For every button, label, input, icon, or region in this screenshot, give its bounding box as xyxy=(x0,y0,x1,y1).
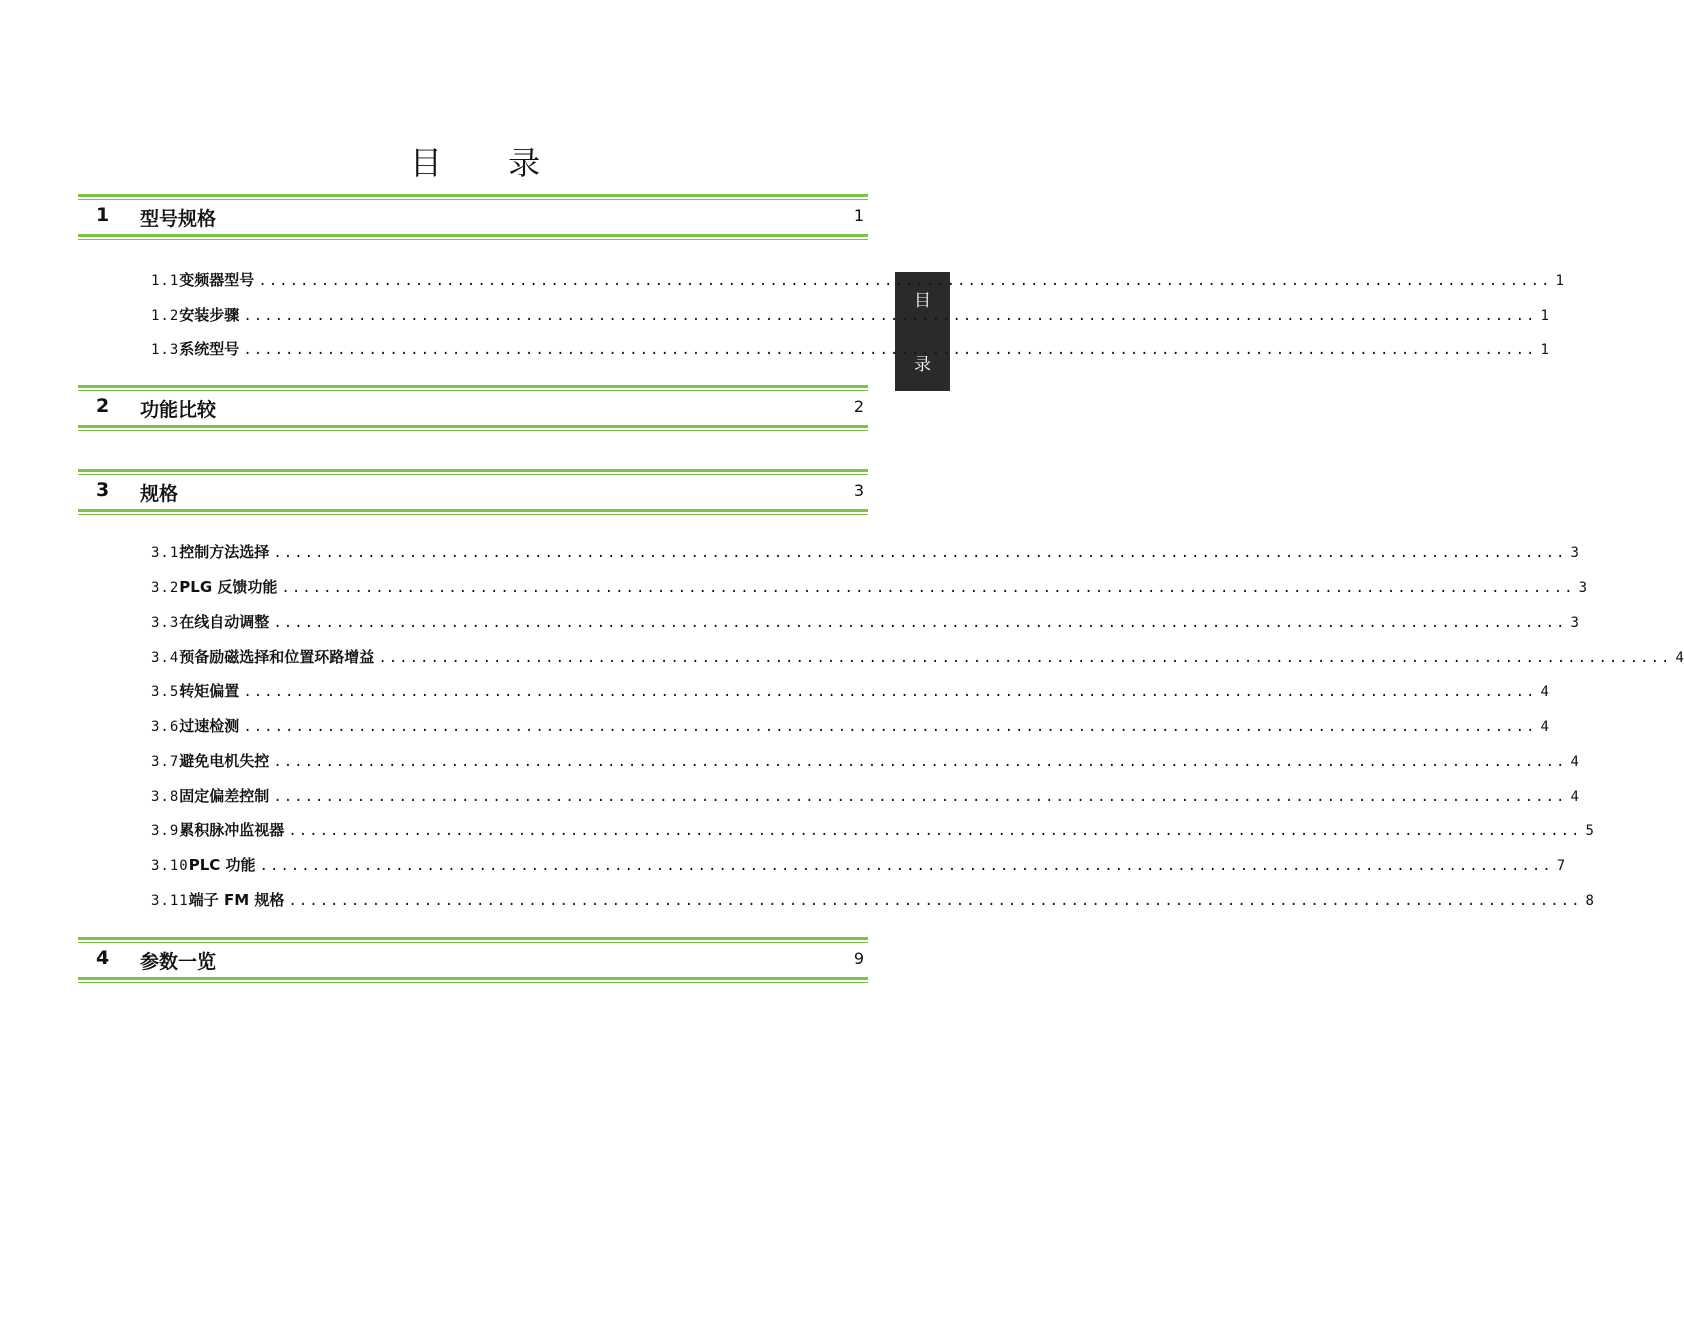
section-header[interactable] xyxy=(78,469,868,515)
toc-entry[interactable] xyxy=(151,576,1587,598)
entry-page: 3 xyxy=(1578,580,1587,596)
dot-leader: ............................................................................................................................ xyxy=(273,754,1567,770)
section-title: 功能比较 xyxy=(140,399,217,421)
entry-page: 7 xyxy=(1556,858,1566,874)
section-title: 型号规格 xyxy=(140,208,217,230)
entry-page: 4 xyxy=(1570,754,1579,770)
entry-number: 3.9 xyxy=(151,823,180,839)
section-title: 参数一览 xyxy=(140,951,217,973)
entry-title: 累积脉冲监视器 xyxy=(179,821,285,839)
entry-title: 变频器型号 xyxy=(179,271,255,289)
entry-number: 3.10 xyxy=(151,858,189,874)
section-number: 3 xyxy=(96,479,110,501)
dot-leader: ............................................................................................................................ xyxy=(258,273,1552,289)
entry-title: 预备励磁选择和位置环路增益 xyxy=(179,648,375,666)
entry-page: 8 xyxy=(1585,893,1594,909)
toc-section-2 xyxy=(78,385,868,431)
green-rule-top xyxy=(78,194,868,200)
entry-page: 4 xyxy=(1570,789,1579,805)
entry-page: 1 xyxy=(1540,308,1549,324)
toc-section-1 xyxy=(78,194,1564,358)
dot-leader: ............................................................................................................................ xyxy=(243,719,1537,735)
dot-leader: ............................................................................................................................ xyxy=(273,545,1567,561)
entry-title: PLG 反馈功能 xyxy=(179,578,278,596)
entry-number: 1.3 xyxy=(151,342,180,358)
toc-section-3 xyxy=(78,469,1684,909)
green-rule-top xyxy=(78,385,868,391)
section-page: 3 xyxy=(853,481,864,500)
chapter-side-tab[interactable] xyxy=(895,272,950,391)
dot-leader: ............................................................................................................................ xyxy=(378,650,1672,666)
side-tab-char-1: 目 xyxy=(914,291,931,311)
green-rule-top xyxy=(78,469,868,475)
toc-entry[interactable] xyxy=(151,889,1594,911)
entry-title: 转矩偏置 xyxy=(179,682,240,700)
dot-leader: ............................................................................................................................ xyxy=(281,580,1575,596)
toc-entry[interactable] xyxy=(151,646,1684,668)
toc-entry[interactable] xyxy=(151,680,1549,702)
green-rule-bottom xyxy=(78,234,868,240)
section-page: 2 xyxy=(853,397,864,416)
entry-title: 安装步骤 xyxy=(179,306,240,324)
entry-number: 3.1 xyxy=(151,545,180,561)
entry-page: 1 xyxy=(1555,273,1564,289)
entry-page: 4 xyxy=(1540,684,1549,700)
toc-entry[interactable] xyxy=(151,819,1594,841)
entry-number: 3.8 xyxy=(151,789,180,805)
entry-number: 3.5 xyxy=(151,684,180,700)
page-title: 目 录 xyxy=(409,144,569,182)
dot-leader: ............................................................................................................................ xyxy=(288,823,1582,839)
section-number: 2 xyxy=(96,395,110,417)
entry-page: 1 xyxy=(1540,342,1549,358)
toc-entry[interactable] xyxy=(151,338,1549,360)
entry-page: 5 xyxy=(1585,823,1594,839)
entry-title: 固定偏差控制 xyxy=(179,787,270,805)
section-header[interactable] xyxy=(78,937,868,983)
entry-title: 系统型号 xyxy=(179,340,240,358)
green-rule-bottom xyxy=(78,425,868,431)
entry-number: 1.1 xyxy=(151,273,180,289)
section-number: 4 xyxy=(96,947,110,969)
entry-title: 过速检测 xyxy=(179,717,240,735)
toc-entry[interactable] xyxy=(151,269,1564,291)
entry-number: 3.4 xyxy=(151,650,180,666)
entry-number: 3.3 xyxy=(151,615,180,631)
entry-number: 3.7 xyxy=(151,754,180,770)
section-page: 9 xyxy=(853,949,864,968)
green-rule-top xyxy=(78,937,868,943)
entry-page: 4 xyxy=(1540,719,1549,735)
section-header[interactable] xyxy=(78,194,868,240)
entry-title: 避免电机失控 xyxy=(179,752,270,770)
dot-leader: ............................................................................................................................ xyxy=(243,342,1537,358)
toc-entry[interactable] xyxy=(151,304,1549,326)
entry-number: 1.2 xyxy=(151,308,180,324)
dot-leader: ............................................................................................................................ xyxy=(243,684,1537,700)
entry-title: 端子 FM 规格 xyxy=(188,891,285,909)
entry-title: 在线自动调整 xyxy=(179,613,270,631)
toc-entry[interactable] xyxy=(151,541,1579,563)
entry-number: 3.2 xyxy=(151,580,180,596)
entry-number: 3.6 xyxy=(151,719,180,735)
green-rule-bottom xyxy=(78,509,868,515)
green-rule-bottom xyxy=(78,977,868,983)
section-page: 1 xyxy=(853,206,864,225)
toc-entry[interactable] xyxy=(151,785,1579,807)
entry-page: 3 xyxy=(1570,545,1579,561)
entry-number: 3.11 xyxy=(151,893,189,909)
dot-leader: ............................................................................................................................ xyxy=(288,893,1582,909)
toc-entry[interactable] xyxy=(151,750,1579,772)
entry-title: 控制方法选择 xyxy=(179,543,270,561)
toc-section-4 xyxy=(78,937,868,983)
entry-title: PLC 功能 xyxy=(188,856,256,874)
entry-page: 3 xyxy=(1570,615,1579,631)
toc-entry[interactable] xyxy=(151,611,1579,633)
dot-leader: ............................................................................................................................ xyxy=(273,789,1567,805)
side-tab-char-2: 录 xyxy=(914,355,931,375)
entry-page: 4 xyxy=(1675,650,1684,666)
toc-entry[interactable] xyxy=(151,854,1566,876)
section-number: 1 xyxy=(96,204,110,226)
dot-leader: ............................................................................................................................ xyxy=(243,308,1537,324)
section-header[interactable] xyxy=(78,385,868,431)
dot-leader: ............................................................................................................................ xyxy=(273,615,1567,631)
section-title: 规格 xyxy=(140,483,179,505)
toc-entry[interactable] xyxy=(151,715,1549,737)
dot-leader: ............................................................................................................................ xyxy=(259,858,1553,874)
